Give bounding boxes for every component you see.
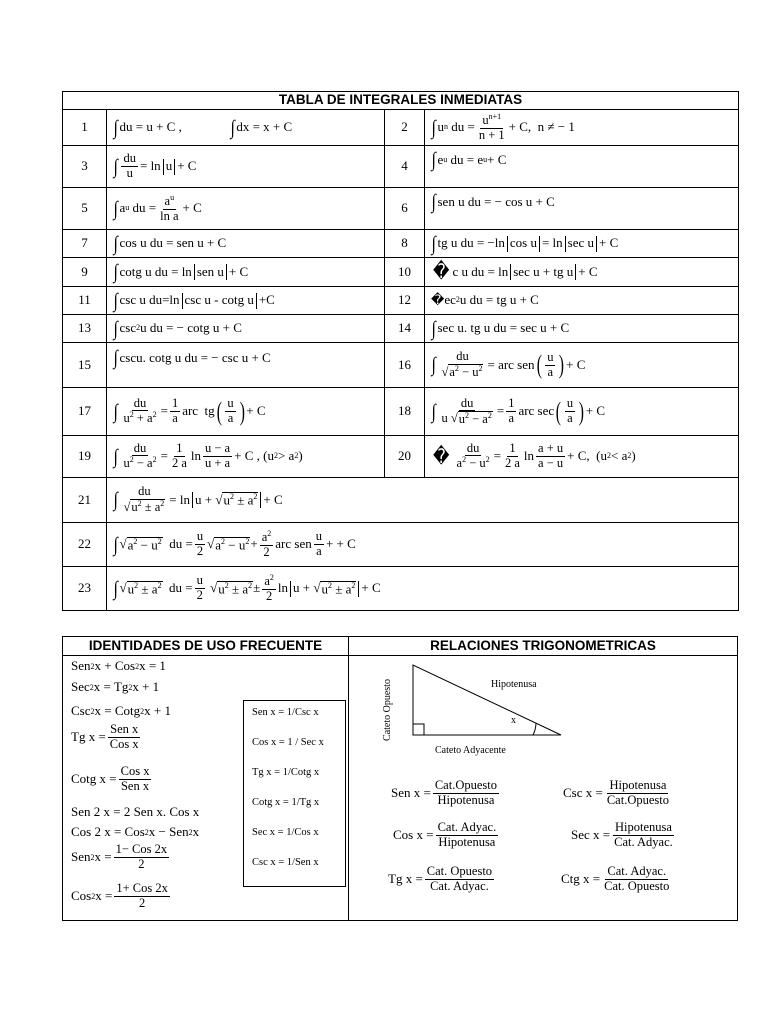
- identity-7: Cos 2 x = Cos 2 x − Sen 2 x: [71, 824, 200, 839]
- opposite-label: Cateto Opuesto: [382, 679, 393, 741]
- identities-title: IDENTIDADES DE USO FRECUENTE: [88, 638, 323, 653]
- identity-2: Sec 2 x = Tg 2 x + 1: [71, 679, 160, 694]
- formula-16: ∫ du $√a^2 - u^2$ = arc sen ( u a ) + C: [425, 343, 739, 388]
- formula-2: ∫ u n du = $u^{n+1}$ n + 1 + C, n ≠ − 1: [425, 110, 739, 146]
- formula-8: ∫ tg u du = −ln cos u = ln sec u + C: [425, 230, 739, 258]
- adjacent-label: Cateto Adyacente: [435, 745, 506, 756]
- formula-9: ∫ cotg u du = ln sen u + C: [107, 258, 385, 287]
- identity-8: Sen 2 x = 1− Cos 2x 2: [71, 842, 168, 871]
- row-number: 10: [385, 258, 425, 287]
- formula-7: ∫ cos u du = sen u + C: [107, 230, 385, 258]
- row-number: 14: [385, 315, 425, 343]
- formula-20: � du $a^2 - u^2$ = 1 2 a ln a + u a − u + C, (u 2 < a 2 ): [425, 436, 739, 478]
- row-number: 1: [63, 110, 107, 146]
- identity-1: Sen 2 x + Cos 2 x = 1: [71, 658, 166, 673]
- formula-12: �ec 2 u du = tg u + C: [425, 287, 739, 315]
- row-number: 3: [63, 146, 107, 188]
- formula-1: ∫ du = u + C , ∫ dx = x + C: [107, 110, 385, 146]
- reciprocal-1: Sen x = 1/Csc x: [252, 707, 319, 718]
- formula-3: ∫ du u = ln u + C: [107, 146, 385, 188]
- row-number: 21: [63, 478, 107, 523]
- formula-13: ∫ csc 2 u du = − cotg u + C: [107, 315, 385, 343]
- formula-19: ∫ du $u^2 - a^2$ = 1 2 a ln u − a u + a + C , (u 2 > a 2 ): [107, 436, 385, 478]
- formula-14: ∫ sec u. tg u du = sec u + C: [425, 315, 739, 343]
- hypotenuse-label: Hipotenusa: [491, 679, 537, 690]
- right-triangle: [403, 663, 563, 743]
- row-number: 22: [63, 523, 107, 567]
- row-number: 18: [385, 388, 425, 436]
- relation-csc: Csc x = Hipotenusa Cat.Opuesto: [563, 778, 669, 807]
- formula-10: � c u du = ln sec u + tg u + C: [425, 258, 739, 287]
- formula-18: ∫ du u $√u^2 - a^2$ = 1 a arc sec ( u a ) + C: [425, 388, 739, 436]
- row-number: 11: [63, 287, 107, 315]
- identity-3: Csc 2 x = Cotg 2 x + 1: [71, 703, 171, 718]
- row-number: 9: [63, 258, 107, 287]
- row-number: 2: [385, 110, 425, 146]
- row-number: 7: [63, 230, 107, 258]
- formula-15: ∫ cscu. cotg u du = − csc u + C: [107, 343, 385, 388]
- row-number: 19: [63, 436, 107, 478]
- reciprocal-5: Sec x = 1/Cos x: [252, 827, 319, 838]
- row-number: 20: [385, 436, 425, 478]
- row-number: 8: [385, 230, 425, 258]
- row-number: 13: [63, 315, 107, 343]
- relation-sec: Sec x = Hipotenusa Cat. Adyac.: [571, 820, 673, 849]
- table-title: TABLA DE INTEGRALES INMEDIATAS: [63, 92, 739, 110]
- row-number: 4: [385, 146, 425, 188]
- reciprocal-6: Csc x = 1/Sen x: [252, 857, 319, 868]
- formula-23: ∫ √ $u^2 \pm a^2$ du = u 2 √ $u^2 \pm a^2$ ± $a^2$ 2 ln u + √ $u^2 \pm a^2$ + C: [107, 567, 739, 611]
- formula-6: ∫ sen u du = − cos u + C: [425, 188, 739, 230]
- relation-sen: Sen x = Cat.Opuesto Hipotenusa: [391, 778, 497, 807]
- relation-ctg: Ctg x = Cat. Adyac. Cat. Opuesto: [561, 864, 670, 893]
- formula-22: ∫ √ $a^2 - u^2$ du = u 2 √ $a^2 - u^2$ + $a^2$ 2 arc sen u a + + C: [107, 523, 739, 567]
- row-number: 12: [385, 287, 425, 315]
- relation-tg: Tg x = Cat. Opuesto Cat. Adyac.: [388, 864, 493, 893]
- formula-21: ∫ du $√u^2 \pm a^2$ = ln u + √ $u^2 \pm a^2$ + C: [107, 478, 739, 523]
- angle-label: x: [511, 715, 516, 726]
- formula-11: ∫ csc u du=ln csc u - cotg u +C: [107, 287, 385, 315]
- row-number: 15: [63, 343, 107, 388]
- identity-6: Sen 2 x = 2 Sen x. Cos x: [71, 804, 200, 819]
- integrals-table: [62, 91, 739, 611]
- row-number: 16: [385, 343, 425, 388]
- formula-17: ∫ du $u^2 + a^2$ = 1 a arc tg ( u a ) + C: [107, 388, 385, 436]
- reciprocal-3: Tg x = 1/Cotg x: [252, 767, 320, 778]
- formula-5: ∫ a u du = $a^u$ ln a + C: [107, 188, 385, 230]
- formula-4: ∫ e u du = e u + C: [425, 146, 739, 188]
- row-number: 17: [63, 388, 107, 436]
- relations-title: RELACIONES TRIGONOMETRICAS: [430, 638, 656, 653]
- identity-4: Tg x = Sen x Cos x: [71, 722, 139, 751]
- row-number: 6: [385, 188, 425, 230]
- row-number: 23: [63, 567, 107, 611]
- reciprocal-box: [243, 700, 346, 887]
- reciprocal-4: Cotg x = 1/Tg x: [252, 797, 320, 808]
- identity-5: Cotg x = Cos x Sen x: [71, 764, 150, 793]
- identities-relations-panel: [62, 636, 738, 921]
- identity-9: Cos 2 x = 1+ Cos 2x 2: [71, 881, 168, 910]
- reciprocal-2: Cos x = 1 / Sec x: [252, 737, 324, 748]
- row-number: 5: [63, 188, 107, 230]
- relation-cos: Cos x = Cat. Adyac. Hipotenusa: [393, 820, 497, 849]
